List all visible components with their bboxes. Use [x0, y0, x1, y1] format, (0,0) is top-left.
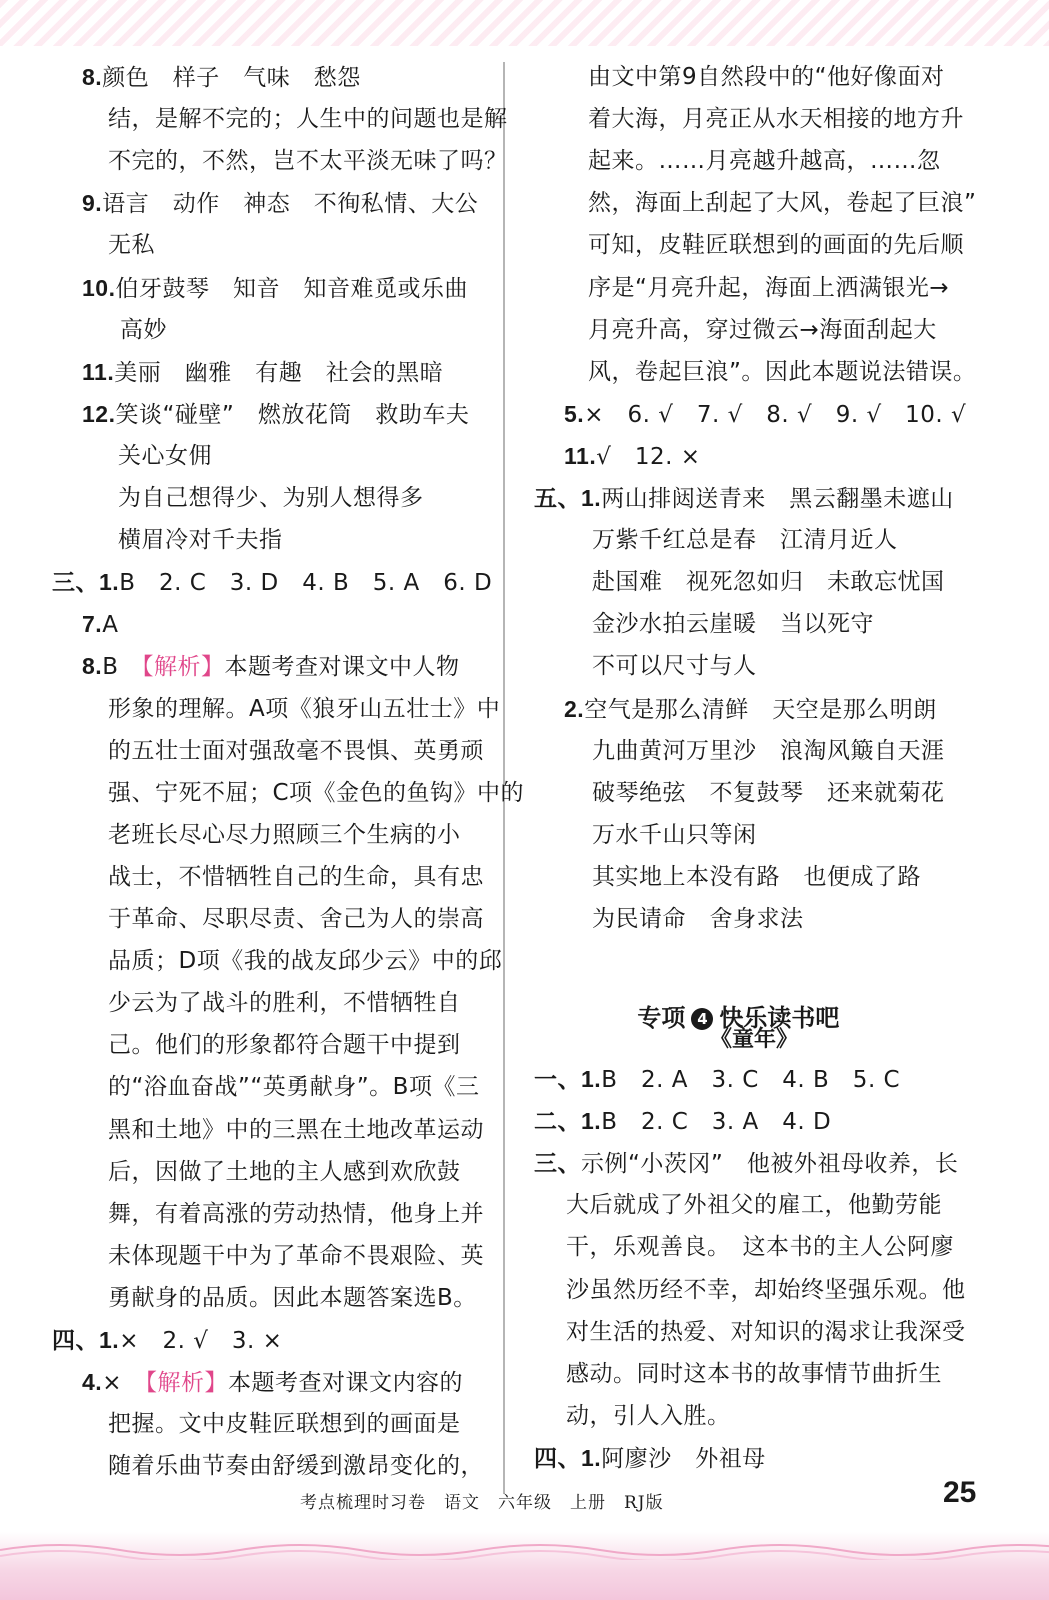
answer-text: B 2. A 3. C 4. B 5. C — [601, 1067, 901, 1093]
answer-line — [52, 1319, 282, 1362]
answer-text: 对生活的热爱、对知识的渴求让我深受 — [566, 1318, 966, 1345]
answer-text: B 2. C 3. D 4. B 5. A 6. D — [119, 570, 493, 597]
answer-text: A — [102, 612, 119, 639]
answer-line — [534, 1100, 831, 1143]
answer-line — [108, 1403, 461, 1445]
answer-text: 黑和土地》中的三黑在土地改革运动 — [108, 1116, 484, 1143]
answer-text: 本题考查对课文中人物 — [224, 654, 460, 681]
answer-line — [108, 1235, 484, 1277]
answer-text: 伯牙鼓琴 知音 知音难觅或乐曲 — [115, 275, 468, 302]
answer-line — [592, 730, 945, 772]
question-number: 2. — [564, 695, 585, 722]
answer-line — [592, 898, 804, 940]
answer-text: 沙虽然历经不幸，却始终坚强乐观。他 — [566, 1276, 966, 1303]
answer-line — [592, 772, 945, 814]
answer-text: 的“浴血奋战”“英勇献身”。B项《三 — [108, 1074, 480, 1101]
answer-text: B — [102, 654, 142, 681]
answer-line — [108, 1109, 484, 1151]
answer-text: 老班长尽心尽力照顾三个生病的小 — [108, 821, 461, 848]
answer-text: 大后就成了外祖父的雇工，他勤劳能 — [566, 1192, 942, 1219]
answer-text: 为自己想得少、为别人想得多 — [118, 485, 424, 511]
question-number: 11. — [564, 442, 597, 469]
answer-line — [592, 645, 757, 687]
answer-line — [564, 393, 966, 436]
answer-text: 破琴绝弦 不复鼓琴 还来就菊花 — [592, 779, 945, 806]
wave-decor — [0, 1540, 1049, 1560]
answer-text: 为民请命 舍身求法 — [592, 906, 804, 932]
answer-line — [108, 1024, 461, 1066]
answer-text: 随着乐曲节奏由舒缓到激昂变化的， — [108, 1453, 484, 1480]
answer-line — [588, 56, 945, 98]
question-number: 9. — [82, 190, 103, 217]
question-number: 10. — [82, 274, 116, 301]
answer-text: 勇献身的品质。因此本题答案选B。 — [108, 1284, 477, 1311]
answer-line — [82, 351, 443, 394]
question-number: 8. — [82, 653, 103, 680]
answer-text: 感动。同时这本书的故事情节曲折生 — [566, 1360, 942, 1387]
question-number: 7. — [82, 611, 103, 638]
question-number: 四、1. — [52, 1327, 120, 1353]
answer-line — [534, 477, 954, 520]
answer-text: 风，卷起巨浪”。因此本题说法错误。 — [588, 358, 977, 385]
analysis-tag: 【解析】 — [145, 1370, 228, 1397]
answer-line — [108, 224, 155, 266]
answer-line — [118, 519, 283, 561]
answer-text: 无私 — [108, 232, 155, 259]
answer-line — [592, 561, 945, 603]
answer-text: 战士，不惜牺牲自己的生命，具有忠 — [108, 863, 484, 890]
answer-text: 月亮升高，穿过微云→海面刮起大 — [588, 316, 937, 343]
answer-text: 序是“月亮升起，海面上洒满银光→ — [588, 274, 950, 301]
answer-text: 后，因做了土地的主人感到欢欣鼓 — [108, 1158, 461, 1185]
answer-text: 由文中第9自然段中的“他好像面对 — [588, 64, 945, 90]
answer-text: 形象的理解。A项《狼牙山五壮士》中 — [108, 695, 501, 722]
answer-text: 笑谈“碰壁” 燃放花筒 救助车夫 — [115, 401, 470, 428]
answer-text: 强、宁死不屈；C项《金色的鱼钩》中的 — [108, 779, 525, 806]
answer-text: 可知，皮鞋匠联想到的画面的先后顺 — [588, 232, 964, 259]
question-number: 5. — [564, 400, 585, 427]
answer-text: 己。他们的形象都符合题干中提到 — [108, 1032, 461, 1059]
answer-line — [566, 1269, 966, 1311]
answer-line — [108, 772, 524, 814]
answer-line — [108, 140, 508, 182]
answer-text: 的五壮士面对强敌毫不畏惧、英勇顽 — [108, 737, 484, 764]
answer-text: 高妙 — [120, 316, 167, 343]
answer-text: 着大海，月亮正从水天相接的地方升 — [588, 106, 964, 133]
answer-line — [120, 309, 167, 351]
question-number: 三、1. — [52, 569, 120, 596]
answer-line — [108, 982, 461, 1024]
answer-text: × 6. √ 7. √ 8. √ 9. √ 10. √ — [584, 401, 967, 428]
answer-line — [534, 1437, 766, 1480]
answer-line — [588, 224, 964, 266]
answer-line — [592, 814, 757, 856]
answer-line — [534, 1142, 958, 1185]
answer-line — [118, 477, 424, 519]
question-number: 8. — [82, 64, 103, 90]
question-number: 12. — [82, 400, 116, 427]
answer-text: 阿廖沙 外祖母 — [601, 1445, 766, 1472]
answer-text: 不可以尺寸与人 — [592, 653, 757, 680]
answer-line — [108, 98, 508, 140]
answer-line — [566, 1395, 731, 1437]
answer-line — [588, 98, 964, 140]
answer-line — [82, 603, 118, 646]
book-title: 《童年》 — [710, 1027, 799, 1052]
question-number: 二、1. — [534, 1108, 602, 1135]
section-heading: 专项 4 快乐读书吧 — [637, 1004, 840, 1032]
answer-text: 其实地上本没有路 也便成了路 — [592, 863, 921, 890]
answer-line — [592, 519, 898, 561]
answer-line — [108, 730, 484, 772]
question-number: 五、1. — [534, 485, 602, 511]
answer-line — [52, 561, 492, 604]
answer-text: 颜色 样子 气味 愁怨 — [102, 65, 361, 91]
answer-line — [108, 688, 500, 730]
answer-text: 本题考查对课文内容的 — [227, 1370, 463, 1397]
answer-line — [108, 940, 502, 982]
answer-line — [82, 1361, 463, 1404]
question-number: 一、1. — [534, 1066, 602, 1092]
answer-text: 少云为了战斗的胜利，不惜牺牲自 — [108, 990, 461, 1017]
answer-text: × 2. √ 3. × — [119, 1328, 283, 1354]
answer-line — [108, 898, 484, 940]
answer-line — [592, 856, 921, 898]
answer-line — [108, 856, 484, 898]
answer-line — [108, 1151, 461, 1193]
answer-text: 未体现题干中为了革命不畏艰险、英 — [108, 1242, 484, 1269]
answer-line — [82, 56, 361, 99]
answer-line — [534, 1058, 900, 1101]
answer-text: × — [102, 1370, 146, 1397]
answer-line — [82, 393, 469, 436]
answer-text: 然，海面上刮起了大风，卷起了巨浪” — [588, 190, 977, 217]
page-number: 25 — [943, 1476, 977, 1509]
analysis-tag: 【解析】 — [141, 654, 225, 681]
answer-line — [566, 1311, 966, 1353]
answer-line — [588, 267, 949, 309]
answer-line — [108, 1445, 484, 1487]
answer-line — [564, 435, 701, 478]
top-decor-band — [0, 0, 1049, 46]
footer-book-info: 考点梳理时习卷 语文 六年级 上册 RJ版 — [300, 1493, 664, 1513]
answer-text: 两山排闼送青来 黑云翻墨未遮山 — [601, 486, 954, 512]
answer-text: 于革命、尽职尽责、舍己为人的崇高 — [108, 906, 484, 932]
answer-line — [108, 1066, 479, 1108]
answer-line — [588, 309, 937, 351]
answer-line — [108, 1277, 477, 1319]
answer-line — [566, 1184, 942, 1226]
answer-line — [592, 603, 874, 645]
question-number: 三、 — [534, 1150, 581, 1177]
answer-text: 示例“小茨冈” 他被外祖母收养，长 — [581, 1151, 959, 1178]
answer-text: 赴国难 视死忽如归 未敢忘忧国 — [592, 569, 945, 596]
answer-text: 横眉冷对千夫指 — [118, 527, 283, 554]
answer-text: 金沙水拍云崖暖 当以死守 — [592, 611, 874, 638]
answer-line — [566, 1226, 954, 1268]
answer-line — [82, 645, 459, 688]
answer-line — [564, 688, 937, 731]
answer-text: B 2. C 3. A 4. D — [601, 1109, 832, 1136]
answer-line — [108, 814, 461, 856]
answer-text: 干，乐观善良。 这本书的主人公阿廖 — [566, 1234, 954, 1261]
question-number: 4. — [82, 1369, 103, 1396]
answer-line — [588, 182, 976, 224]
answer-text: 万水千山只等闲 — [592, 821, 757, 848]
answer-text: 动，引人入胜。 — [566, 1402, 731, 1429]
answer-line — [566, 1353, 942, 1395]
answer-line — [82, 267, 468, 310]
answer-text: 关心女佣 — [118, 442, 212, 469]
answer-text: 万紫千红总是春 江清月近人 — [592, 527, 898, 554]
answer-line — [118, 435, 212, 477]
answer-line — [82, 182, 478, 225]
question-number: 四、1. — [534, 1444, 602, 1471]
question-number: 11. — [82, 358, 115, 385]
answer-text: 语言 动作 神态 不徇私情、大公 — [102, 191, 479, 218]
answer-text: √ 12. × — [596, 443, 701, 470]
circled-number: 4 — [691, 1008, 713, 1030]
answer-text: 舞，有着高涨的劳动热情，他身上并 — [108, 1200, 484, 1227]
answer-text: 把握。文中皮鞋匠联想到的画面是 — [108, 1411, 461, 1438]
answer-line — [588, 140, 941, 182]
answer-line — [588, 351, 976, 393]
answer-text: 美丽 幽雅 有趣 社会的黑暗 — [114, 359, 444, 386]
answer-text: 九曲黄河万里沙 浪淘风簸自天涯 — [592, 737, 945, 764]
answer-text: 不完的，不然，岂不太平淡无味了吗？ — [108, 148, 508, 175]
answer-text: 空气是那么清鲜 天空是那么明朗 — [584, 696, 937, 723]
answer-line — [108, 1193, 484, 1235]
answer-text: 起来。……月亮越升越高，……忽 — [588, 148, 941, 175]
answer-text: 品质；D项《我的战友邱少云》中的邱 — [108, 948, 503, 975]
answer-text: 结，是解不完的；人生中的问题也是解 — [108, 106, 508, 133]
